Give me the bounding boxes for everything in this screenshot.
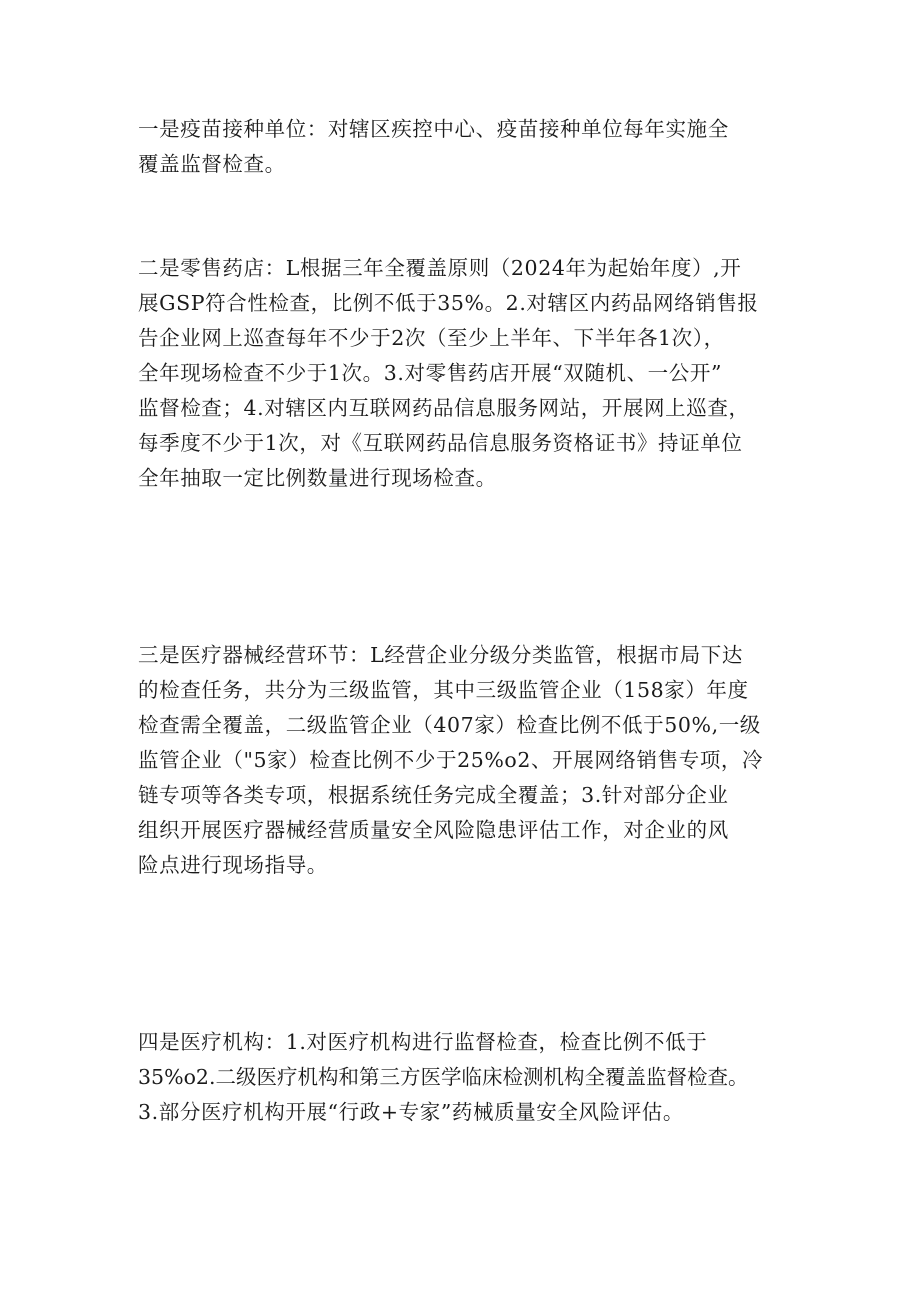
- text-line: 二是零售药店：L根据三年全覆盖原则（2024年为起始年度）,开: [138, 256, 742, 280]
- text-line: 覆盖监督检查。: [138, 152, 286, 176]
- text-line: 告企业网上巡查每年不少于2次（至少上半年、下半年各1次），: [138, 326, 725, 350]
- text-line: 组织开展医疗器械经营质量安全风险隐患评估工作，对企业的风: [138, 818, 729, 842]
- text-line: 的检查任务，共分为三级监管，其中三级监管企业（158家）年度: [138, 678, 749, 702]
- text-line: 链专项等各类专项，根据系统任务完成全覆盖；3.针对部分企业: [138, 783, 729, 807]
- text-line: 全年现场检查不少于1次。3.对零售药店开展“双随机、一公开”: [138, 361, 723, 385]
- text-line: 3.部分医疗机构开展“行政+专家”药械质量安全风险评估。: [138, 1100, 684, 1124]
- text-line: 监管企业（"5家）检查比例不少于25%o2、开展网络销售专项，冷: [138, 748, 764, 772]
- text-line: 监督检查；4.对辖区内互联网药品信息服务网站，开展网上巡查，: [138, 396, 750, 420]
- text-line: 每季度不少于1次，对《互联网药品信息服务资格证书》持证单位: [138, 431, 743, 455]
- text-line: 全年抽取一定比例数量进行现场检查。: [138, 466, 497, 490]
- paragraph-vaccination-units: [138, 112, 800, 182]
- paragraph-retail-pharmacies: [138, 251, 800, 496]
- text-line: 35%o2.二级医疗机构和第三方医学临床检测机构全覆盖监督检查。: [138, 1065, 749, 1089]
- text-line: 三是医疗器械经营环节：L经营企业分级分类监管，根据市局下达: [138, 643, 744, 667]
- text-line: 险点进行现场指导。: [138, 853, 328, 877]
- paragraph-medical-institutions: [138, 1025, 800, 1130]
- text-line: 展GSP符合性检查，比例不低于35%。2.对辖区内药品网络销售报: [138, 291, 759, 315]
- paragraph-medical-device-business: [138, 638, 800, 883]
- text-line: 四是医疗机构：1.对医疗机构进行监督检查，检查比例不低于: [138, 1030, 708, 1054]
- text-line: 检查需全覆盖，二级监管企业（407家）检查比例不低于50%,一级: [138, 713, 761, 737]
- text-line: 一是疫苗接种单位：对辖区疾控中心、疫苗接种单位每年实施全: [138, 117, 729, 141]
